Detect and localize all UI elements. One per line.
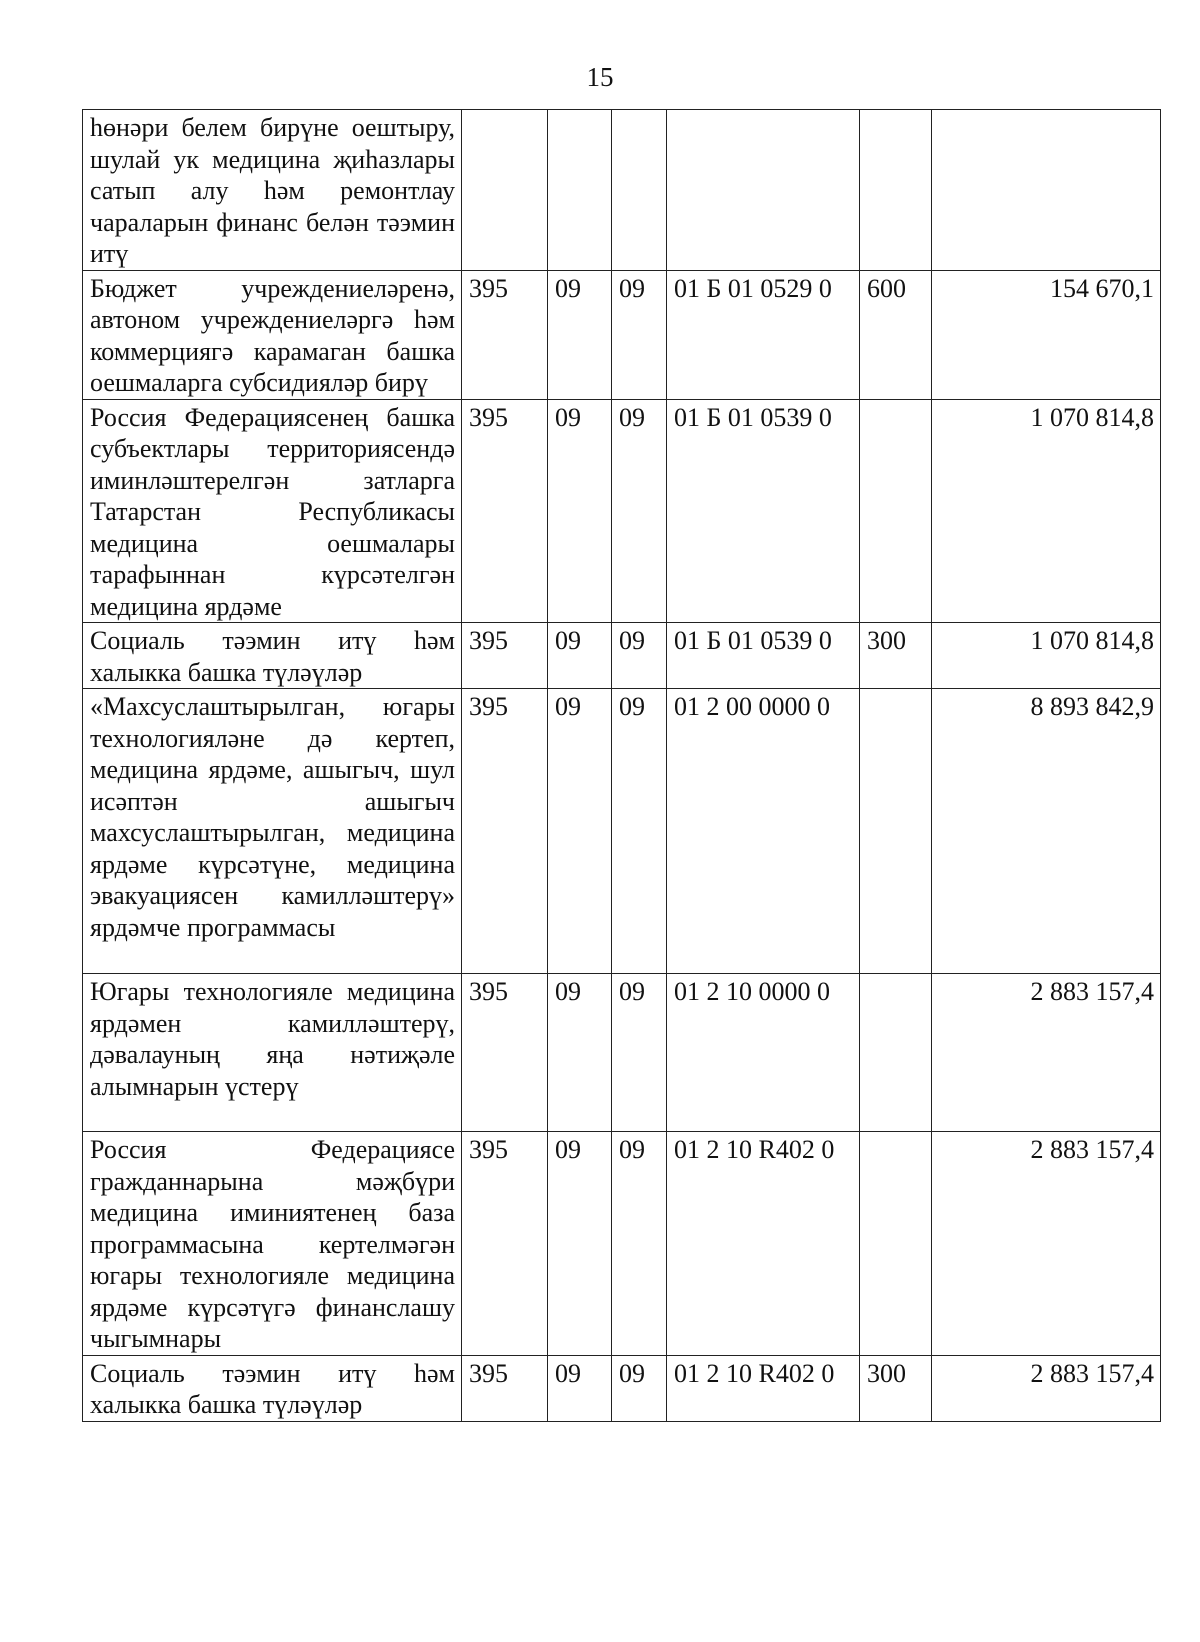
amount: 1 070 814,8 bbox=[932, 623, 1161, 689]
table-row bbox=[83, 974, 1161, 1132]
ministry-code: 395 bbox=[462, 974, 548, 1132]
section-code: 09 bbox=[548, 974, 612, 1132]
row-description: Бюджет учреждениеләренә, автоном учреждениеләргә һәм коммерциягә карамаган башка оешмаларга субсидияләр бирү bbox=[83, 270, 462, 399]
subsection-code: 09 bbox=[612, 399, 667, 623]
amount: 2 883 157,4 bbox=[932, 1132, 1161, 1356]
amount: 1 070 814,8 bbox=[932, 399, 1161, 623]
target-article-code: 01 2 10 R402 0 bbox=[667, 1355, 860, 1421]
expense-type-code bbox=[860, 974, 932, 1132]
subsection-code: 09 bbox=[612, 623, 667, 689]
amount: 8 893 842,9 bbox=[932, 689, 1161, 974]
table-row bbox=[83, 1355, 1161, 1421]
expense-type-code bbox=[860, 399, 932, 623]
table-row bbox=[83, 1132, 1161, 1356]
expense-type-code bbox=[860, 689, 932, 974]
table-row bbox=[83, 399, 1161, 623]
subsection-code: 09 bbox=[612, 689, 667, 974]
target-article-code bbox=[667, 110, 860, 271]
target-article-code: 01 Б 01 0539 0 bbox=[667, 623, 860, 689]
page-number: 15 bbox=[586, 62, 614, 92]
amount bbox=[932, 110, 1161, 271]
target-article-code: 01 2 10 0000 0 bbox=[667, 974, 860, 1132]
expense-type-code bbox=[860, 1132, 932, 1356]
table-row bbox=[83, 110, 1161, 271]
subsection-code bbox=[612, 110, 667, 271]
target-article-code: 01 Б 01 0539 0 bbox=[667, 399, 860, 623]
section-code bbox=[548, 110, 612, 271]
section-code: 09 bbox=[548, 623, 612, 689]
row-description: һөнәри белем бирүне оештыру, шулай ук медицина җиһазлары сатып алу һәм ремонтлау чараларын финанс белән тәэмин итү bbox=[83, 110, 462, 271]
row-description: Югары технологияле медицина ярдәмен камилләштерү, дәвалауның яңа нәтиҗәле алымнарын үстерү bbox=[83, 974, 462, 1132]
table-row bbox=[83, 689, 1161, 974]
subsection-code: 09 bbox=[612, 1132, 667, 1356]
subsection-code: 09 bbox=[612, 974, 667, 1132]
section-code: 09 bbox=[548, 1132, 612, 1356]
section-code: 09 bbox=[548, 399, 612, 623]
subsection-code: 09 bbox=[612, 1355, 667, 1421]
amount: 2 883 157,4 bbox=[932, 1355, 1161, 1421]
subsection-code: 09 bbox=[612, 270, 667, 399]
section-code: 09 bbox=[548, 689, 612, 974]
row-description: Социаль тәэмин итү һәм халыкка башка түләүләр bbox=[83, 1355, 462, 1421]
section-code: 09 bbox=[548, 1355, 612, 1421]
amount: 2 883 157,4 bbox=[932, 974, 1161, 1132]
target-article-code: 01 2 10 R402 0 bbox=[667, 1132, 860, 1356]
expense-type-code bbox=[860, 110, 932, 271]
target-article-code: 01 2 00 0000 0 bbox=[667, 689, 860, 974]
row-description: Россия Федерациясенең башка субъектлары территориясендә иминләштерелгән затларга Татарстан Республикасы медицина оешмалары тарафыннан күрсәтелгән медицина ярдәме bbox=[83, 399, 462, 623]
ministry-code: 395 bbox=[462, 689, 548, 974]
row-description: Россия Федерациясе гражданнарына мәҗбүри медицина иминиятенең база программасына кертелмәгән югары технологияле медицина ярдәме күрсәтүгә финанслашу чыгымнары bbox=[83, 1132, 462, 1356]
expense-type-code: 300 bbox=[860, 623, 932, 689]
section-code: 09 bbox=[548, 270, 612, 399]
ministry-code: 395 bbox=[462, 623, 548, 689]
target-article-code: 01 Б 01 0529 0 bbox=[667, 270, 860, 399]
expense-type-code: 600 bbox=[860, 270, 932, 399]
expense-type-code: 300 bbox=[860, 1355, 932, 1421]
ministry-code: 395 bbox=[462, 1132, 548, 1356]
ministry-code: 395 bbox=[462, 1355, 548, 1421]
ministry-code: 395 bbox=[462, 399, 548, 623]
table-row bbox=[83, 623, 1161, 689]
ministry-code bbox=[462, 110, 548, 271]
row-description: «Махсуслаштырылган, югары технологияләне дә кертеп, медицина ярдәме, ашыгыч, шул исәптән ашыгыч махсуслаштырылган, медицина ярдәме күрсәтүне, медицина эвакуациясен камилләштерү» ярдәмче программасы bbox=[83, 689, 462, 974]
table-row bbox=[83, 270, 1161, 399]
ministry-code: 395 bbox=[462, 270, 548, 399]
budget-table bbox=[82, 109, 1161, 1422]
amount: 154 670,1 bbox=[932, 270, 1161, 399]
row-description: Социаль тәэмин итү һәм халыкка башка түләүләр bbox=[83, 623, 462, 689]
